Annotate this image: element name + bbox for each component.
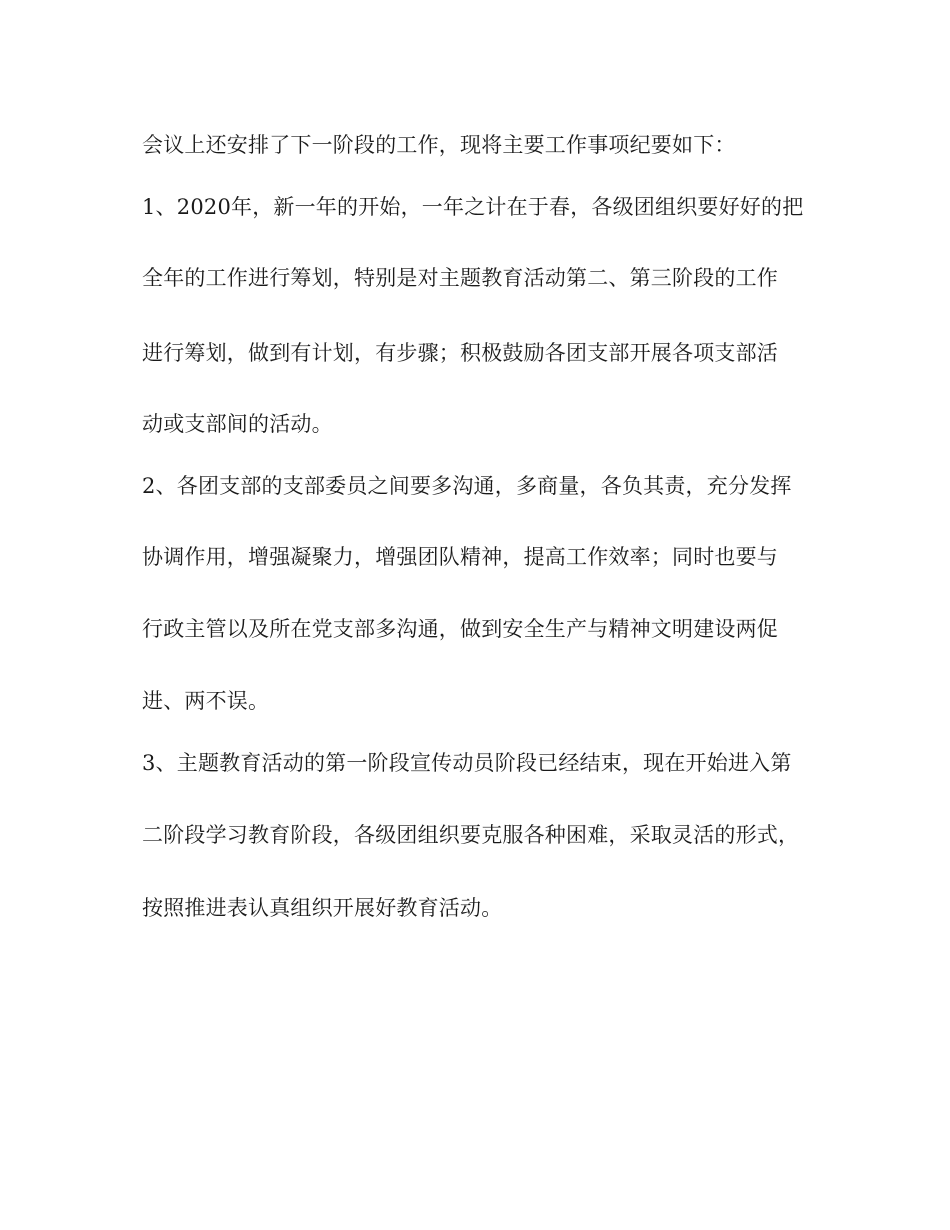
- text-line: 1、2020年，新一年的开始，一年之计在于春，各级团组织要好好的把: [142, 195, 804, 219]
- text-line: 3、主题教育活动的第一阶段宣传动员阶段已经结束，现在开始进入第: [142, 751, 792, 775]
- text-line: 全年的工作进行筹划，特别是对主题教育活动第二、第三阶段的工作: [142, 266, 778, 290]
- text-line: 会议上还安排了下一阶段的工作，现将主要工作事项纪要如下：: [142, 133, 736, 157]
- text-line: 2、各团支部的支部委员之间要多沟通，多商量，各负其责，充分发挥: [142, 474, 792, 498]
- text-line: 按照推进表认真组织开展好教育活动。: [142, 896, 503, 920]
- text-line: 动或支部间的活动。: [142, 412, 333, 436]
- text-line: 进、两不误。: [142, 689, 270, 713]
- text-line: 协调作用，增强凝聚力，增强团队精神，提高工作效率；同时也要与: [142, 545, 778, 569]
- text-line: 进行筹划，做到有计划，有步骤；积极鼓励各团支部开展各项支部活: [142, 341, 778, 365]
- text-line: 行政主管以及所在党支部多沟通，做到安全生产与精神文明建设两促: [142, 617, 778, 641]
- text-line: 二阶段学习教育阶段，各级团组织要克服各种困难，采取灵活的形式，: [142, 823, 800, 847]
